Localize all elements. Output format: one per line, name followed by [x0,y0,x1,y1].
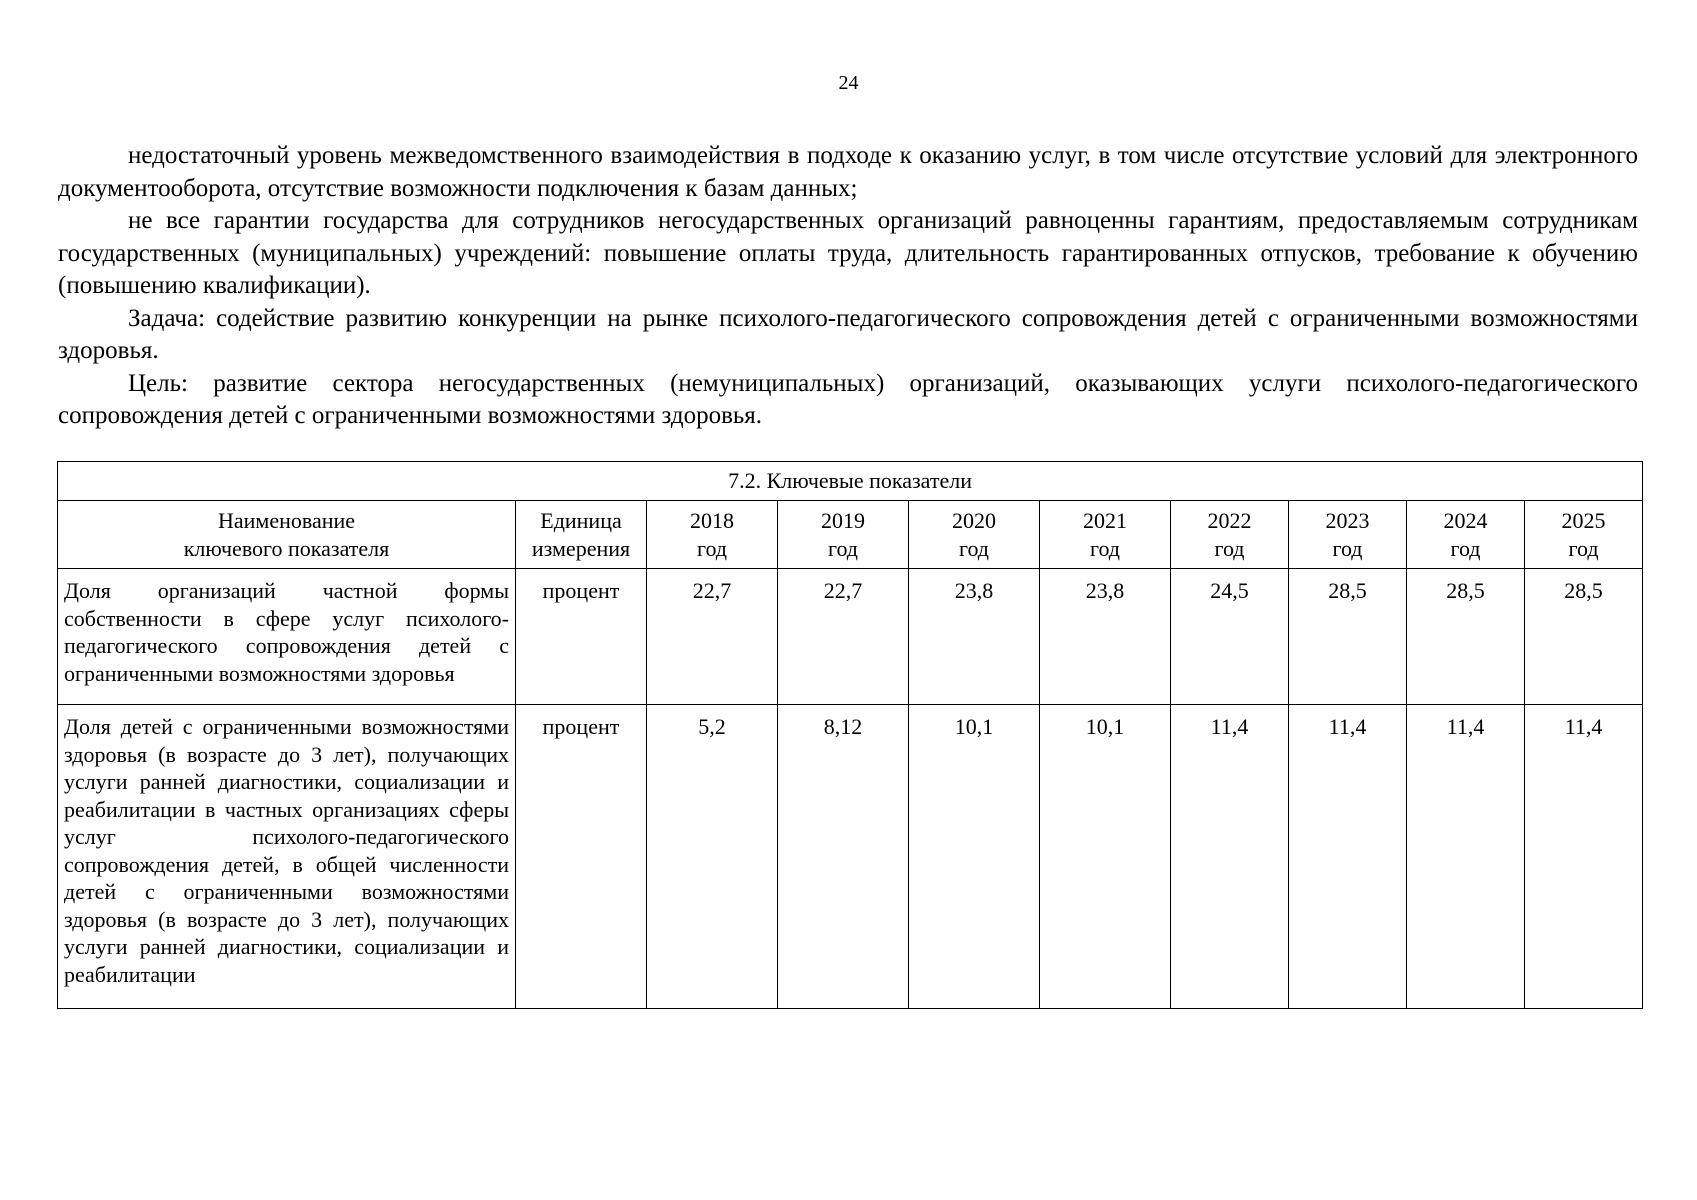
year-suffix: год [827,535,859,561]
header-name-line1: Наименование [217,508,356,533]
value-2018: 5,2 [647,705,778,1009]
value-2022: 24,5 [1171,569,1289,705]
value-2020: 10,1 [909,705,1040,1009]
key-indicators-table [57,461,1643,1009]
year-suffix: год [1089,535,1121,561]
value-2021: 10,1 [1040,705,1171,1009]
header-unit-line2: измерения [531,535,631,561]
value-2024: 11,4 [1407,705,1525,1009]
header-year-2025 [1525,501,1643,569]
paragraph: Задача: содействие развитию конкуренции на рынке психолого-педагогического сопровождения детей с ограниченными возможностями здоровья. [58,304,1638,364]
header-year-2019 [778,501,909,569]
table-caption-row [58,462,1643,501]
value-2021: 23,8 [1040,569,1171,705]
indicator-unit: процент [516,569,647,705]
body-text [58,140,1638,433]
year-suffix: год [1568,535,1599,561]
value-2020: 23,8 [909,569,1040,705]
year-label: 2024 [1443,508,1488,533]
year-suffix: год [958,535,990,561]
indicator-name: Доля детей с ограниченными возможностями здоровья (в возрасте до 3 лет), получающих услуги ранней диагностики, социализации и реабилитации в частных организациях сферы услуг психолого-педагогического сопровождения детей, в общей численности детей с ограниченными возможностями здоровья (в возрасте до 3 лет), получающих услуги ранней диагностики, социализации и реабилитации [58,705,516,1009]
table-caption: 7.2. Ключевые показатели [58,462,1643,501]
value-2025: 28,5 [1525,569,1643,705]
value-2023: 28,5 [1289,569,1407,705]
header-indicator-name [58,501,516,569]
year-suffix: год [1332,535,1363,561]
year-label: 2022 [1207,508,1252,533]
table-row [58,569,1643,705]
value-2024: 28,5 [1407,569,1525,705]
year-suffix: год [696,535,728,561]
indicator-unit: процент [516,705,647,1009]
year-label: 2019 [821,508,865,533]
header-year-2020 [909,501,1040,569]
page-number: 24 [838,72,859,94]
header-year-2024 [1407,501,1525,569]
value-2018: 22,7 [647,569,778,705]
header-year-2022 [1171,501,1289,569]
year-suffix: год [1214,535,1245,561]
year-label: 2018 [690,508,734,533]
year-label: 2020 [952,508,996,533]
value-2019: 22,7 [778,569,909,705]
paragraph: не все гарантии государства для сотрудников негосударственных организаций равноценны гарантиям, предоставляемым сотрудникам государственных (муниципальных) учреждений: повышение оплаты труда, длительность гарантированных отпусков, требование к обучению (повышению квалификации). [58,207,1638,299]
year-label: 2021 [1083,508,1127,533]
header-unit-line1: Единица [540,508,622,533]
year-suffix: год [1450,535,1481,561]
header-name-line2: ключевого показателя [183,535,390,561]
header-year-2023 [1289,501,1407,569]
table-header-row [58,501,1643,569]
header-year-2018 [647,501,778,569]
header-unit [516,501,647,569]
value-2019: 8,12 [778,705,909,1009]
year-label: 2025 [1561,508,1606,533]
value-2022: 11,4 [1171,705,1289,1009]
indicator-name: Доля организаций частной формы собственности в сфере услуг психолого-педагогического сопровождения детей с ограниченными возможностями здоровья [58,569,516,705]
header-year-2021 [1040,501,1171,569]
paragraph: недостаточный уровень межведомственного взаимодействия в подходе к оказанию услуг, в том числе отсутствие условий для электронного документооборота, отсутствие возможности подключения к базам данных; [58,142,1638,202]
table-row [58,705,1643,1009]
value-2025: 11,4 [1525,705,1643,1009]
paragraph: Цель: развитие сектора негосударственных (немуниципальных) организаций, оказывающих услуги психолого-педагогического сопровождения детей с ограниченными возможностями здоровья. [58,369,1638,429]
year-label: 2023 [1325,508,1370,533]
value-2023: 11,4 [1289,705,1407,1009]
